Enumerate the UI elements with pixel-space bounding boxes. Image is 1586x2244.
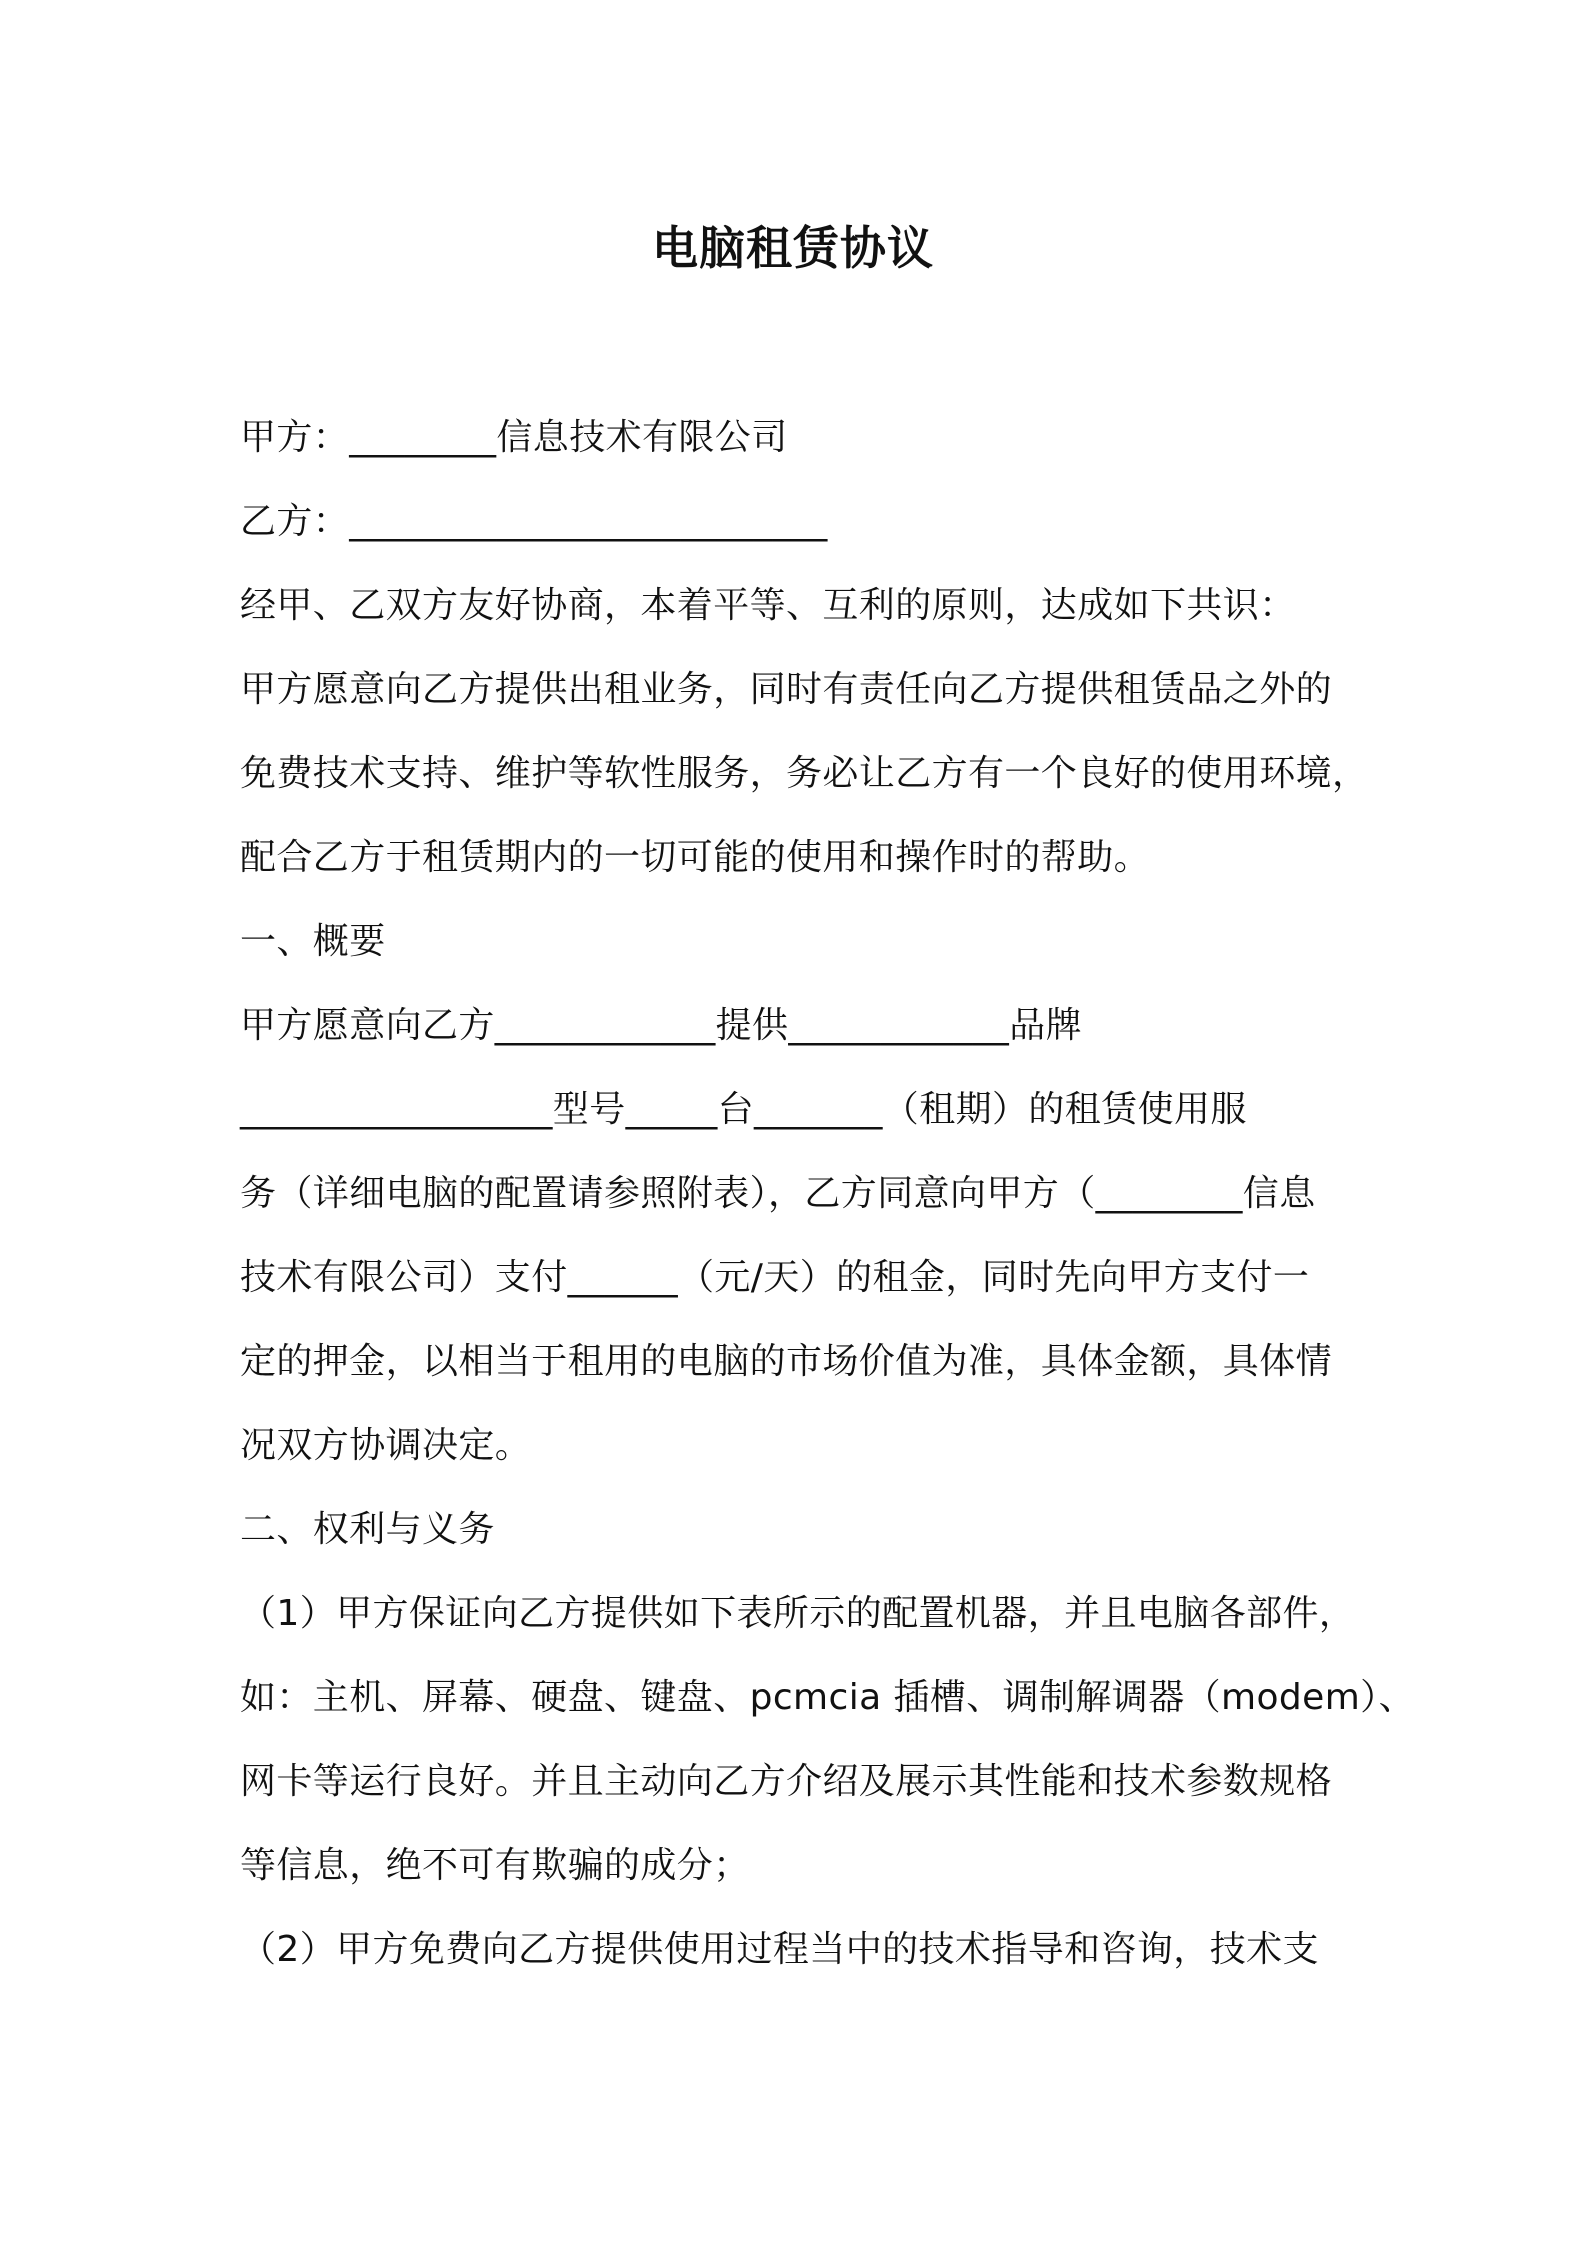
paragraph-line: （2）甲方免费向乙方提供使用过程当中的技术指导和咨询，技术支 [240, 1929, 1319, 1970]
paragraph-line: 甲方愿意向乙方提供出租业务，同时有责任向乙方提供租赁品之外的 [240, 669, 1333, 710]
paragraph-line: 如：主机、屏幕、硬盘、键盘、pcmcia 插槽、调制解调器（modem）、 [240, 1677, 1415, 1718]
paragraph-line: 网卡等运行良好。并且主动向乙方介绍及展示其性能和技术参数规格 [240, 1761, 1333, 1802]
party-b-line: 乙方：__________________________ [240, 501, 828, 542]
section-heading-overview: 一、概要 [240, 921, 386, 962]
paragraph-line: 务（详细电脑的配置请参照附表），乙方同意向甲方（________信息 [240, 1173, 1316, 1214]
document-title: 电脑租赁协议 [652, 221, 934, 275]
paragraph-line: 免费技术支持、维护等软性服务，务必让乙方有一个良好的使用环境， [240, 753, 1369, 794]
paragraph-line: 技术有限公司）支付______（元/天）的租金，同时先向甲方支付一 [240, 1257, 1310, 1298]
paragraph-line: 配合乙方于租赁期内的一切可能的使用和操作时的帮助。 [240, 837, 1151, 878]
section-heading-rights: 二、权利与义务 [240, 1509, 495, 1550]
paragraph-line: 甲方愿意向乙方____________提供____________品牌 [240, 1005, 1082, 1046]
party-a-line: 甲方：________信息技术有限公司 [240, 417, 788, 458]
paragraph-line: 定的押金，以相当于租用的电脑的市场价值为准，具体金额，具体情 [240, 1341, 1333, 1382]
paragraph-line: （1）甲方保证向乙方提供如下表所示的配置机器，并且电脑各部件， [240, 1593, 1356, 1634]
paragraph-line: 等信息，绝不可有欺骗的成分； [240, 1845, 750, 1886]
intro-line: 经甲、乙双方友好协商，本着平等、互利的原则，达成如下共识： [240, 585, 1296, 626]
paragraph-line: 况双方协调决定。 [240, 1425, 532, 1466]
paragraph-line: _________________型号_____台_______（租期）的租赁使用服 [240, 1089, 1247, 1130]
